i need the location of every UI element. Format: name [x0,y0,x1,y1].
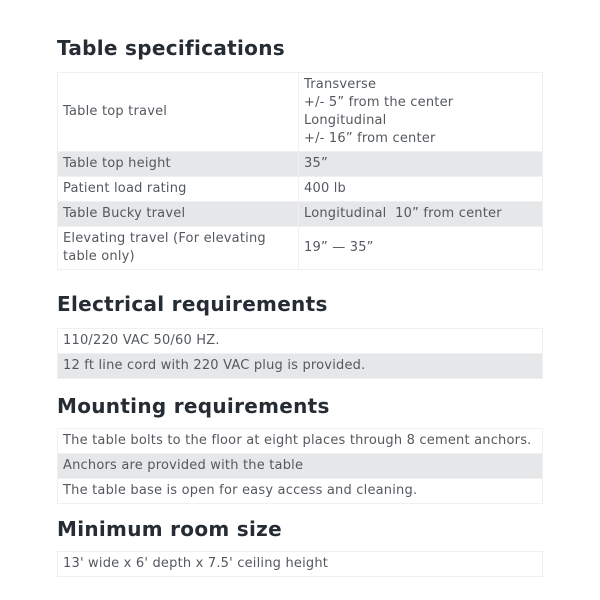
spec-label: Table top height [58,152,299,176]
spec-row-table-top-travel [58,73,542,152]
spec-value-line: Longitudinal [304,113,387,128]
mounting-requirements-list [57,428,543,504]
section-title-table-specifications: Table specifications [57,36,285,60]
spec-value [299,202,542,226]
spec-label: Table Bucky travel [58,202,299,226]
spec-value [299,73,542,151]
spec-label: Patient load rating [58,177,299,201]
list-item: Anchors are provided with the table [58,454,542,479]
spec-value [299,177,542,201]
spec-label: Elevating travel (For elevating table only) [58,227,299,269]
table-specifications-table [57,72,543,270]
spec-row-elevating-travel [58,227,542,270]
spec-row-patient-load-rating [58,177,542,202]
spec-value [299,227,542,269]
section-title-minimum-room-size: Minimum room size [57,517,282,541]
spec-value-line: 35” [304,156,328,171]
spec-value-line: Longitudinal 10” from center [304,206,502,221]
list-item: The table base is open for easy access and cleaning. [58,479,542,504]
spec-value-line: 19” — 35” [304,240,374,255]
list-item: The table bolts to the floor at eight places through 8 cement anchors. [58,429,542,454]
spec-label: Table top travel [58,73,299,151]
spec-value-line: +/- 16” from center [304,131,436,146]
spec-value [299,152,542,176]
minimum-room-size-list [57,551,543,577]
spec-value-line: Transverse [304,77,377,92]
spec-row-table-top-height [58,152,542,177]
section-title-mounting-requirements: Mounting requirements [57,394,330,418]
electrical-requirements-list [57,328,543,379]
spec-value-line: 400 lb [304,181,347,196]
section-title-electrical-requirements: Electrical requirements [57,292,328,316]
spec-row-table-bucky-travel [58,202,542,227]
list-item: 110/220 VAC 50/60 HZ. [58,329,542,354]
list-item: 13' wide x 6' depth x 7.5' ceiling height [58,552,542,577]
spec-value-line: +/- 5” from the center [304,95,454,110]
list-item: 12 ft line cord with 220 VAC plug is provided. [58,354,542,379]
